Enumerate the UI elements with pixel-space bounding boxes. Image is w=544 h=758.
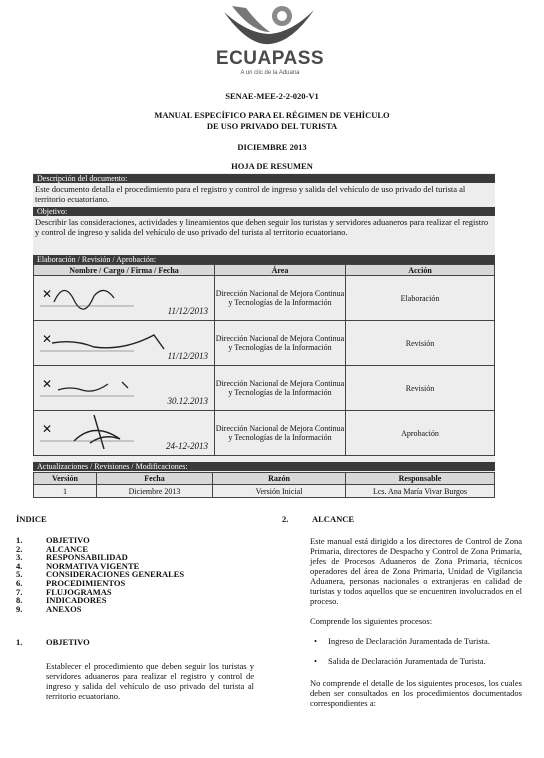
date-cell: Diciembre 2013	[97, 485, 213, 498]
updates-label: Actualizaciones / Revisiones / Modificaciones:	[33, 462, 495, 471]
section2-closing: No comprende el detalle de los siguientes procesos, los cuales deben ser consultados en los procedimientos documentados correspondientes a:	[310, 678, 522, 708]
objective-label: Objetivo:	[33, 207, 495, 216]
table-row	[34, 276, 495, 321]
table-row	[34, 411, 495, 456]
updates-header-version: Versión	[34, 473, 97, 485]
description-text: Este documento detalla el procedimiento para el registro y control de ingreso y salida del vehículo de uso privado del turista al territorio ecuatoriano.	[35, 184, 466, 204]
signature-scribble-icon	[34, 411, 184, 451]
signature-date: 11/12/2013	[167, 306, 208, 316]
document-code: SENAE-MEE-2-2-020-V1	[225, 91, 319, 101]
updates-header-responsible: Responsable	[346, 473, 495, 485]
action-cell: Revisión	[346, 366, 495, 411]
reason-cell: Versión Inicial	[213, 485, 346, 498]
section2-intro: Comprende los siguientes procesos:	[310, 616, 433, 626]
list-item: 1. OBJETIVO	[16, 535, 90, 545]
signature: ✕ 11/12/2013	[34, 276, 214, 320]
table-row	[34, 485, 495, 498]
description-label: Descripción del documento:	[33, 174, 495, 183]
signature-date: 30.12.2013	[167, 396, 208, 406]
document-title-line2: DE USO PRIVADO DEL TURISTA	[206, 121, 338, 131]
approval-header-name: Nombre / Cargo / Firma / Fecha	[34, 265, 215, 276]
signature: ✕ 11/12/2013	[34, 321, 214, 365]
approval-label: Elaboración / Revisión / Aprobación:	[33, 255, 495, 264]
signature-scribble-icon	[34, 321, 184, 361]
list-item: 3. RESPONSABILIDAD	[16, 552, 128, 563]
left-column	[16, 514, 264, 701]
signature: ✕ 30.12.2013	[34, 366, 214, 410]
signature-scribble-icon	[34, 366, 184, 406]
section2-heading: 2. ALCANCE	[282, 514, 355, 524]
updates-table	[33, 472, 495, 498]
objective-text: Describir las consideraciones, actividades y lineamientos que deben seguir los turistas y servidores aduaneros para realizar el registro y control de ingreso y salida del vehículo de uso privado del turista al territorio ecuatoriano.	[35, 217, 489, 237]
summary-heading: HOJA DE RESUMEN	[231, 161, 313, 171]
document-date: DICIEMBRE 2013	[237, 142, 307, 152]
signature: ✕ 24-12-2013	[34, 411, 214, 455]
action-cell: Aprobación	[346, 411, 495, 456]
version-cell: 1	[34, 485, 97, 498]
table-row	[34, 321, 495, 366]
section1-text: Establecer el procedimiento que deben seguir los turistas y servidores aduaneros para realizar el registro y control de ingreso y salida del vehículo de uso privado del turista al territorio ecuatoriano.	[46, 661, 254, 702]
brand-name: ECUAPASS	[215, 48, 325, 69]
area-cell: Dirección Nacional de Mejora Continua y Tecnologías de la Información	[215, 276, 346, 321]
list-item: 7. FLUJOGRAMAS	[16, 586, 112, 597]
action-cell: Revisión	[346, 321, 495, 366]
list-item: 2. ALCANCE	[16, 543, 89, 554]
list-item: 9. ANEXOS	[16, 603, 82, 614]
updates-header-date: Fecha	[97, 473, 213, 485]
brand-tagline: A un clic de la Aduana	[240, 70, 300, 76]
approval-header-action: Acción	[346, 265, 495, 276]
list-item: 5. CONSIDERACIONES GENERALES	[16, 569, 185, 580]
section1-heading: 1. OBJETIVO	[16, 637, 90, 648]
signature-scribble-icon	[34, 276, 154, 316]
approval-header-area: Área	[215, 265, 346, 276]
approval-table	[33, 264, 495, 456]
index-title: ÍNDICE	[16, 514, 47, 524]
signature-date: 24-12-2013	[166, 441, 208, 451]
responsible-cell: Lcs. Ana María Vivar Burgos	[346, 485, 495, 498]
list-item: 6. PROCEDIMIENTOS	[16, 577, 126, 588]
area-cell: Dirección Nacional de Mejora Continua y Tecnologías de la Información	[215, 411, 346, 456]
table-row	[34, 366, 495, 411]
area-cell: Dirección Nacional de Mejora Continua y Tecnologías de la Información	[215, 366, 346, 411]
ecuapass-logo	[200, 2, 340, 78]
document-title-line1: MANUAL ESPECÍFICO PARA EL RÉGIMEN DE VEHÍCULO	[154, 110, 390, 120]
updates-header-reason: Razón	[213, 473, 346, 485]
area-cell: Dirección Nacional de Mejora Continua y Tecnologías de la Información	[215, 321, 346, 366]
logo-swoosh-icon	[218, 2, 322, 50]
list-item: • Salida de Declaración Juramentada de Turista.	[314, 656, 486, 666]
list-item: 8. INDICADORES	[16, 595, 107, 606]
right-column	[282, 514, 522, 708]
action-cell: Elaboración	[346, 276, 495, 321]
section2-text: Este manual está dirigido a los directores de Control de Zona Primaria, directores de Despacho y Control de Zona Primaria, jefes de Procesos Aduaneros de Zona Primaria, técnicos operadores del área de Zona Primaria, Unidad de Vigilancia Aduanera, personas nacionales o extranjeras en calidad de turistas y todos aquellos que se encuentren involucrados en el proceso.	[310, 536, 522, 606]
signature-date: 11/12/2013	[167, 351, 208, 361]
list-item: • Ingreso de Declaración Juramentada de Turista.	[314, 636, 490, 646]
list-item: 4. NORMATIVA VIGENTE	[16, 560, 140, 571]
